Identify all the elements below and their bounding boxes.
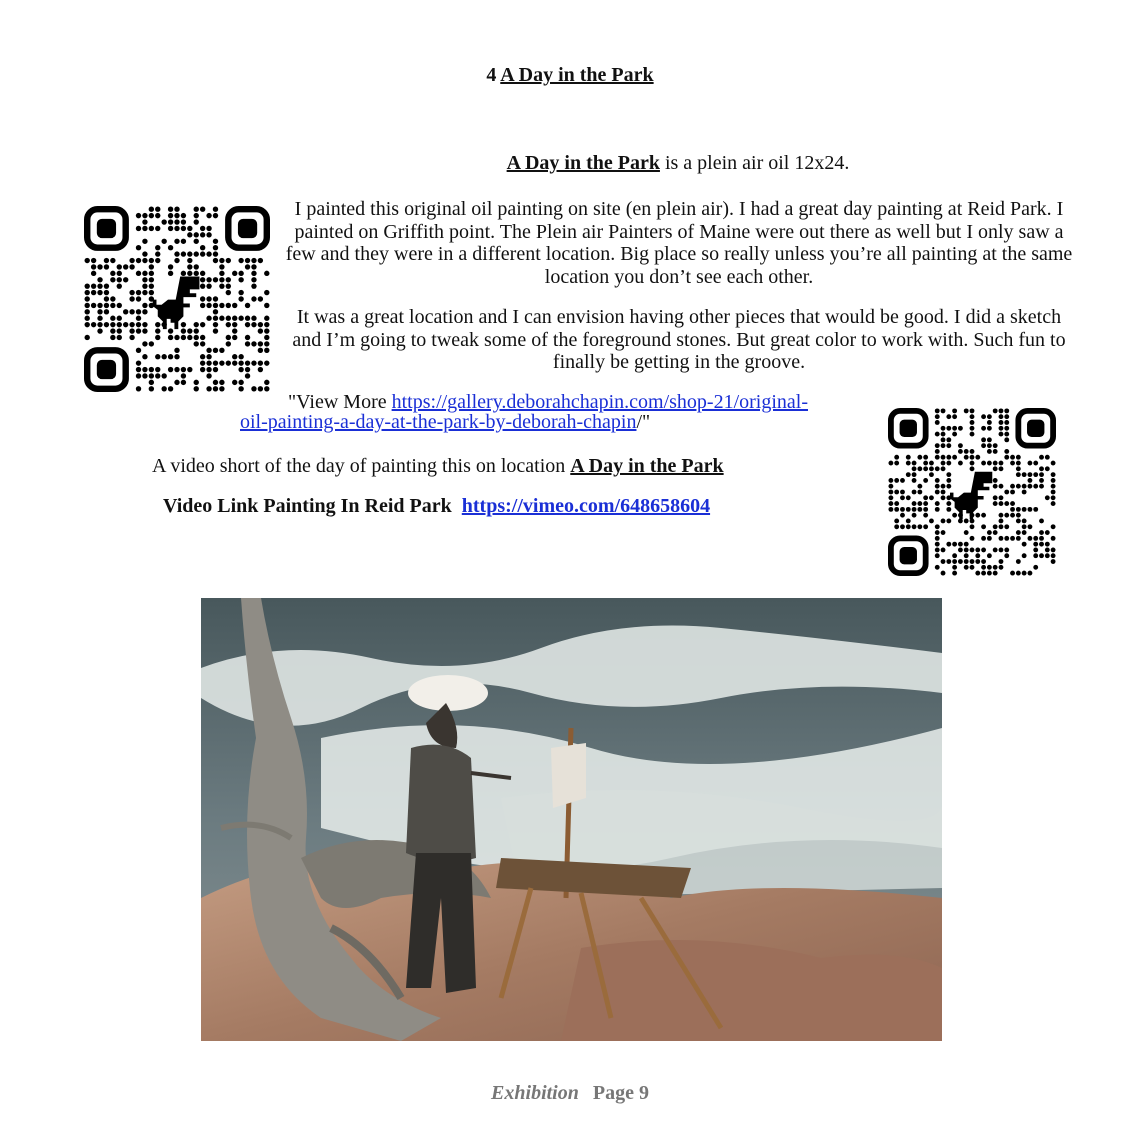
video-link-line	[163, 495, 710, 518]
page-footer	[0, 1082, 1140, 1105]
footer-section: Exhibition	[491, 1082, 579, 1104]
vimeo-link[interactable]: https://vimeo.com/648658604	[461, 495, 711, 517]
video-description	[152, 455, 724, 478]
intro-line	[288, 152, 1068, 175]
footer-page-number: Page 9	[592, 1082, 649, 1104]
page-number-prefix: 4	[486, 64, 497, 86]
video-title: A Day in the Park	[570, 455, 724, 477]
dinosaur-icon	[950, 472, 992, 520]
video-link-label: Video Link Painting In Reid Park	[163, 495, 452, 517]
page-title	[0, 64, 1140, 87]
page-title-text: A Day in the Park	[500, 64, 654, 86]
plein-air-painter-photo	[201, 598, 942, 1041]
view-more-suffix: /"	[636, 411, 651, 433]
intro-title: A Day in the Park	[506, 152, 660, 174]
intro-text: is a plein air oil 12x24.	[659, 152, 850, 174]
view-more-line	[240, 392, 880, 432]
vimeo-qr-code[interactable]	[888, 406, 1056, 578]
description-paragraph-1: I painted this original oil painting on site (en plein air). I had a great day painting at Reid Park. I painted on Griffith point. The Plein air Painters of Maine were out there as well but I only saw a few and they were in a different location. Big place so really unless you’re all painting at the same location you don’t see each other.	[285, 198, 1073, 288]
video-text: A video short of the day of painting this on location	[152, 455, 571, 477]
view-more-prefix: "View More	[288, 391, 392, 413]
dinosaur-icon	[153, 277, 200, 330]
description-paragraph-2: It was a great location and I can envision having other pieces that would be good. I did a sketch and I’m going to tweak some of the foreground stones. But great color to work with. Such fun to finally be getting in the groove.	[292, 306, 1066, 373]
gallery-link-line1: https://gallery.deborahchapin.com/shop-21/original-	[391, 391, 808, 413]
gallery-qr-code[interactable]	[84, 206, 270, 392]
gallery-link-line2: oil-painting-a-day-at-the-park-by-deborah-chapin	[240, 411, 637, 433]
